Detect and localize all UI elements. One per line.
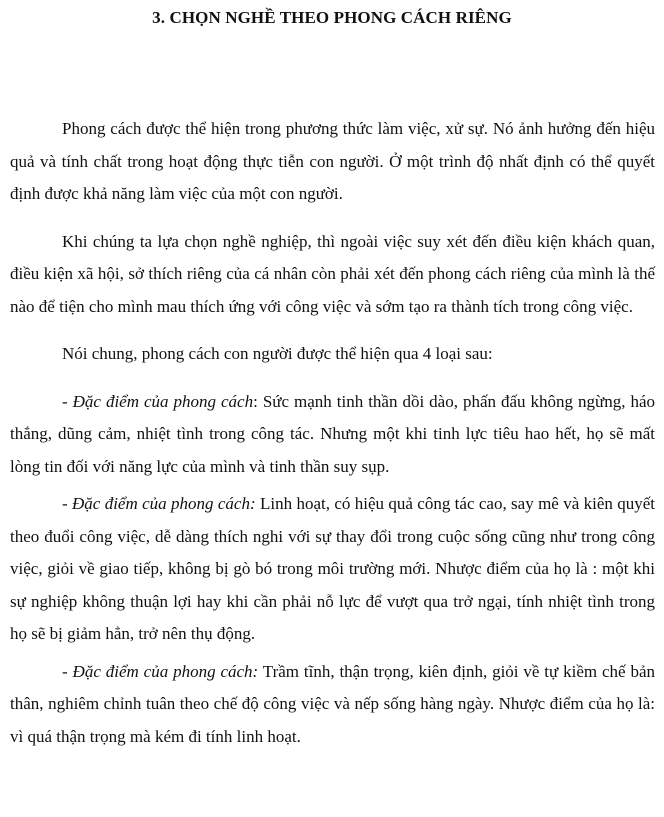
list-item-label: Đặc điểm của phong cách:	[72, 661, 259, 681]
list-item	[10, 386, 655, 484]
list-item	[10, 488, 655, 651]
document-body	[10, 113, 655, 753]
list-item-text: Sức mạnh tinh thần dồi dào, phấn đấu không ngừng, háo thắng, dũng cảm, nhiệt tình trong công tác. Nhưng một khi tinh lực tiêu hao hết, họ sẽ mất lòng tin đối với năng lực của mình và tinh thần suy sụp.	[10, 391, 655, 476]
list-item-text: Trầm tĩnh, thận trọng, kiên định, giỏi về tự kiềm chế bản thân, nghiêm chỉnh tuân theo chế độ công việc và nếp sống hàng ngày. Nhược điểm của họ là: vì quá thận trọng mà kém đi tính linh hoạt.	[10, 661, 655, 746]
page-title: 3. CHỌN NGHỀ THEO PHONG CÁCH RIÊNG	[152, 8, 512, 27]
paragraph-four-types: Nói chung, phong cách con người được thể hiện qua 4 loại sau:	[62, 344, 493, 363]
list-item-label: Đặc điểm của phong cách:	[72, 494, 256, 513]
list-item-label: Đặc điểm của phong cách	[72, 391, 254, 411]
list-item-prefix: -	[62, 494, 73, 513]
list-item-text: Linh hoạt, có hiệu quả công tác cao, say mê và kiên quyết theo đuổi công việc, dễ dàng thích nghi với sự thay đổi trong cuộc sống cũng như trong công việc, giỏi về giao tiếp, không bị gò bó trong môi trường mới. Nhược điểm của họ là : một khi sự nghiệp không thuận lợi hay khi cần phải nỗ lực để vượt qua trở ngại, tính nhiệt tình trong họ sẽ bị giảm hẳn, trở nên thụ động.	[10, 494, 655, 643]
paragraph-career-choice: Khi chúng ta lựa chọn nghề nghiệp, thì ngoài việc suy xét đến điều kiện khách quan, điều kiện xã hội, sở thích riêng của cá nhân còn phải xét đến phong cách riêng của mình là thế nào để tiện cho mình mau thích ứng với công việc và sớm tạo ra thành tích trong công việc.	[10, 231, 655, 316]
list-item-prefix: -	[62, 661, 73, 681]
paragraph-intro: Phong cách được thể hiện trong phương thức làm việc, xử sự. Nó ảnh hưởng đến hiệu quả và tính chất trong hoạt động thực tiễn con người. Ở một trình độ nhất định có thể quyết định được khả năng làm việc của một con người.	[10, 119, 655, 203]
list-item	[10, 656, 655, 754]
list-item-prefix: -	[62, 391, 73, 411]
list-item-separator: :	[253, 391, 263, 411]
